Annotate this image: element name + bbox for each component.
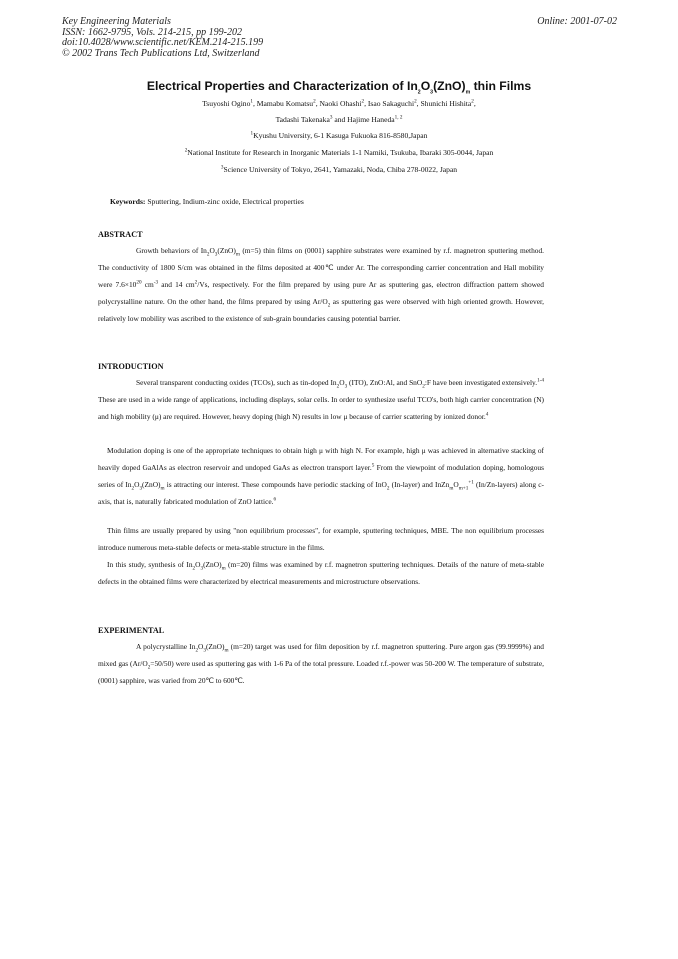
intro-paragraph-1: Several transparent conducting oxides (TCOs), such as tin-doped $In_2O_3$ (ITO), ZnO:Al, and SnO$_2$:F have been investigated extensively.$^{1-4}$ These are used in a wide range of applications, including displays, solar cells. In order to synthesize useful TCO's, both high carrier concentration (N) and high mobility (μ) are required. However, heavy doping (high N) results in low μ because of carrier scattering by ionized donor.$^4$ — [98, 377, 544, 421]
intro-paragraph-2: Modulation doping is one of the appropriate techniques to obtain high μ with high N. For example, high μ was achieved in alternative stacking of heavily doped GaAlAs as electron reservoir and undoped GaAs as electron transport layer.$^5$ From the viewpoint of modulation doping, homologous series of $In_2O_3(ZnO)_m$ is attracting our interest. These compounds have periodic stacking of InO$_2$ (In-layer) and $InZn_mO_{m+1}^{+1}$ (In/Zn-layers) along c-axis, that is, naturally fabricated modulation of ZnO lattice.$^6$ — [98, 446, 545, 506]
page-header — [62, 17, 617, 59]
keywords-label: Keywords: — [110, 197, 146, 206]
introduction-heading: INTRODUCTION — [98, 362, 164, 371]
doi-line: doi:10.4028/www.scientific.net/KEM.214-215.199 — [62, 37, 264, 48]
intro-paragraph-3: Thin films are usually prepared by using "non equilibrium processes", for example, sputtering techniques, MBE. The non equilibrium processes introduce numerous meta-stable defects or meta-stable structure in the films. — [98, 526, 544, 552]
journal-name: Key Engineering Materials — [62, 16, 171, 27]
affiliation-1: $^1$Kyushu University, 6-1 Kasuga Fukuoka 816-8580,Japan — [250, 130, 428, 140]
affiliation-2: $^2$National Institute for Research in Inorganic Materials 1-1 Namiki, Tsukuba, Ibaraki 305-0044, Japan — [184, 147, 494, 157]
paper-title: Electrical Properties and Characterization of $In_2O_3(ZnO)_m$ thin Films — [146, 79, 532, 96]
abstract-text: Growth behaviors of $In_2O_3(ZnO)_m$ (m=5) thin films on (0001) sapphire substrates were examined by r.f. magnetron sputtering method. The conductivity of 1800 S/cm was obtained in the films deposited at 400℃ under Ar. The corresponding carrier concentration and Hall mobility were $7.6\times 10^{20}$ $cm^{-3}$ and 14 $cm^2/Vs$, respectively. For the film prepared by using pure Ar as sputtering gas, electron diffraction pattern showed polycrystalline nature. On the other hand, the films prepared by using $Ar/O_2$ as sputtering gas were observed with high oriented growth. However, relatively low mobility was ascribed to the existence of sub-grain boundaries causing potential barrier. — [98, 246, 545, 323]
abstract-heading: ABSTRACT — [98, 230, 143, 239]
online-date: Online: 2001-07-02 — [537, 16, 617, 27]
issn-line: ISSN: 1662-9795, Vols. 214-215, pp 199-202 — [62, 26, 242, 38]
intro-paragraph-4: In this study, synthesis of $In_2O_3(ZnO)_m$ (m=20) films was examined by r.f. magnetron sputtering techniques. Details of the nature of meta-stable defects in the obtained films were characterized by electrical measurements and microstructure observations. — [98, 560, 544, 586]
author-line-2: Tadashi Takenaka$^3$ and Hajime Haneda$^{1, 2}$ — [275, 114, 403, 124]
author-line-1: Tsuyoshi Ogino$^1$, Mamabu Komatsu$^2$, Naoki Ohashi$^2$, Isao Sakaguchi$^2$, Shunichi Hishita$^2$, — [202, 98, 476, 108]
experimental-heading: EXPERIMENTAL — [98, 626, 165, 635]
keywords — [110, 197, 304, 206]
copyright-line: © 2002 Trans Tech Publications Ltd, Switzerland — [62, 47, 260, 59]
affiliation-3: $^3$Science University of Tokyo, 2641, Yamazaki, Noda, Chiba 278-0022, Japan — [220, 164, 458, 174]
keywords-text: Sputtering, Indium-zinc oxide, Electrical properties — [145, 197, 304, 206]
experimental-text: A polycrystalline $In_2O_3(ZnO)_m$ (m=20) target was used for film deposition by r.f. magnetron sputtering. Pure argon gas (99.9999%) and mixed gas $(Ar/O_2=50/50)$ were used as sputtering gas with 1-6 Pa of the total pressure. Loaded r.f.-power was 50-200 W. The temperature of substrate, (0001) sapphire, was varied from 20℃ to 600℃. — [98, 642, 545, 685]
